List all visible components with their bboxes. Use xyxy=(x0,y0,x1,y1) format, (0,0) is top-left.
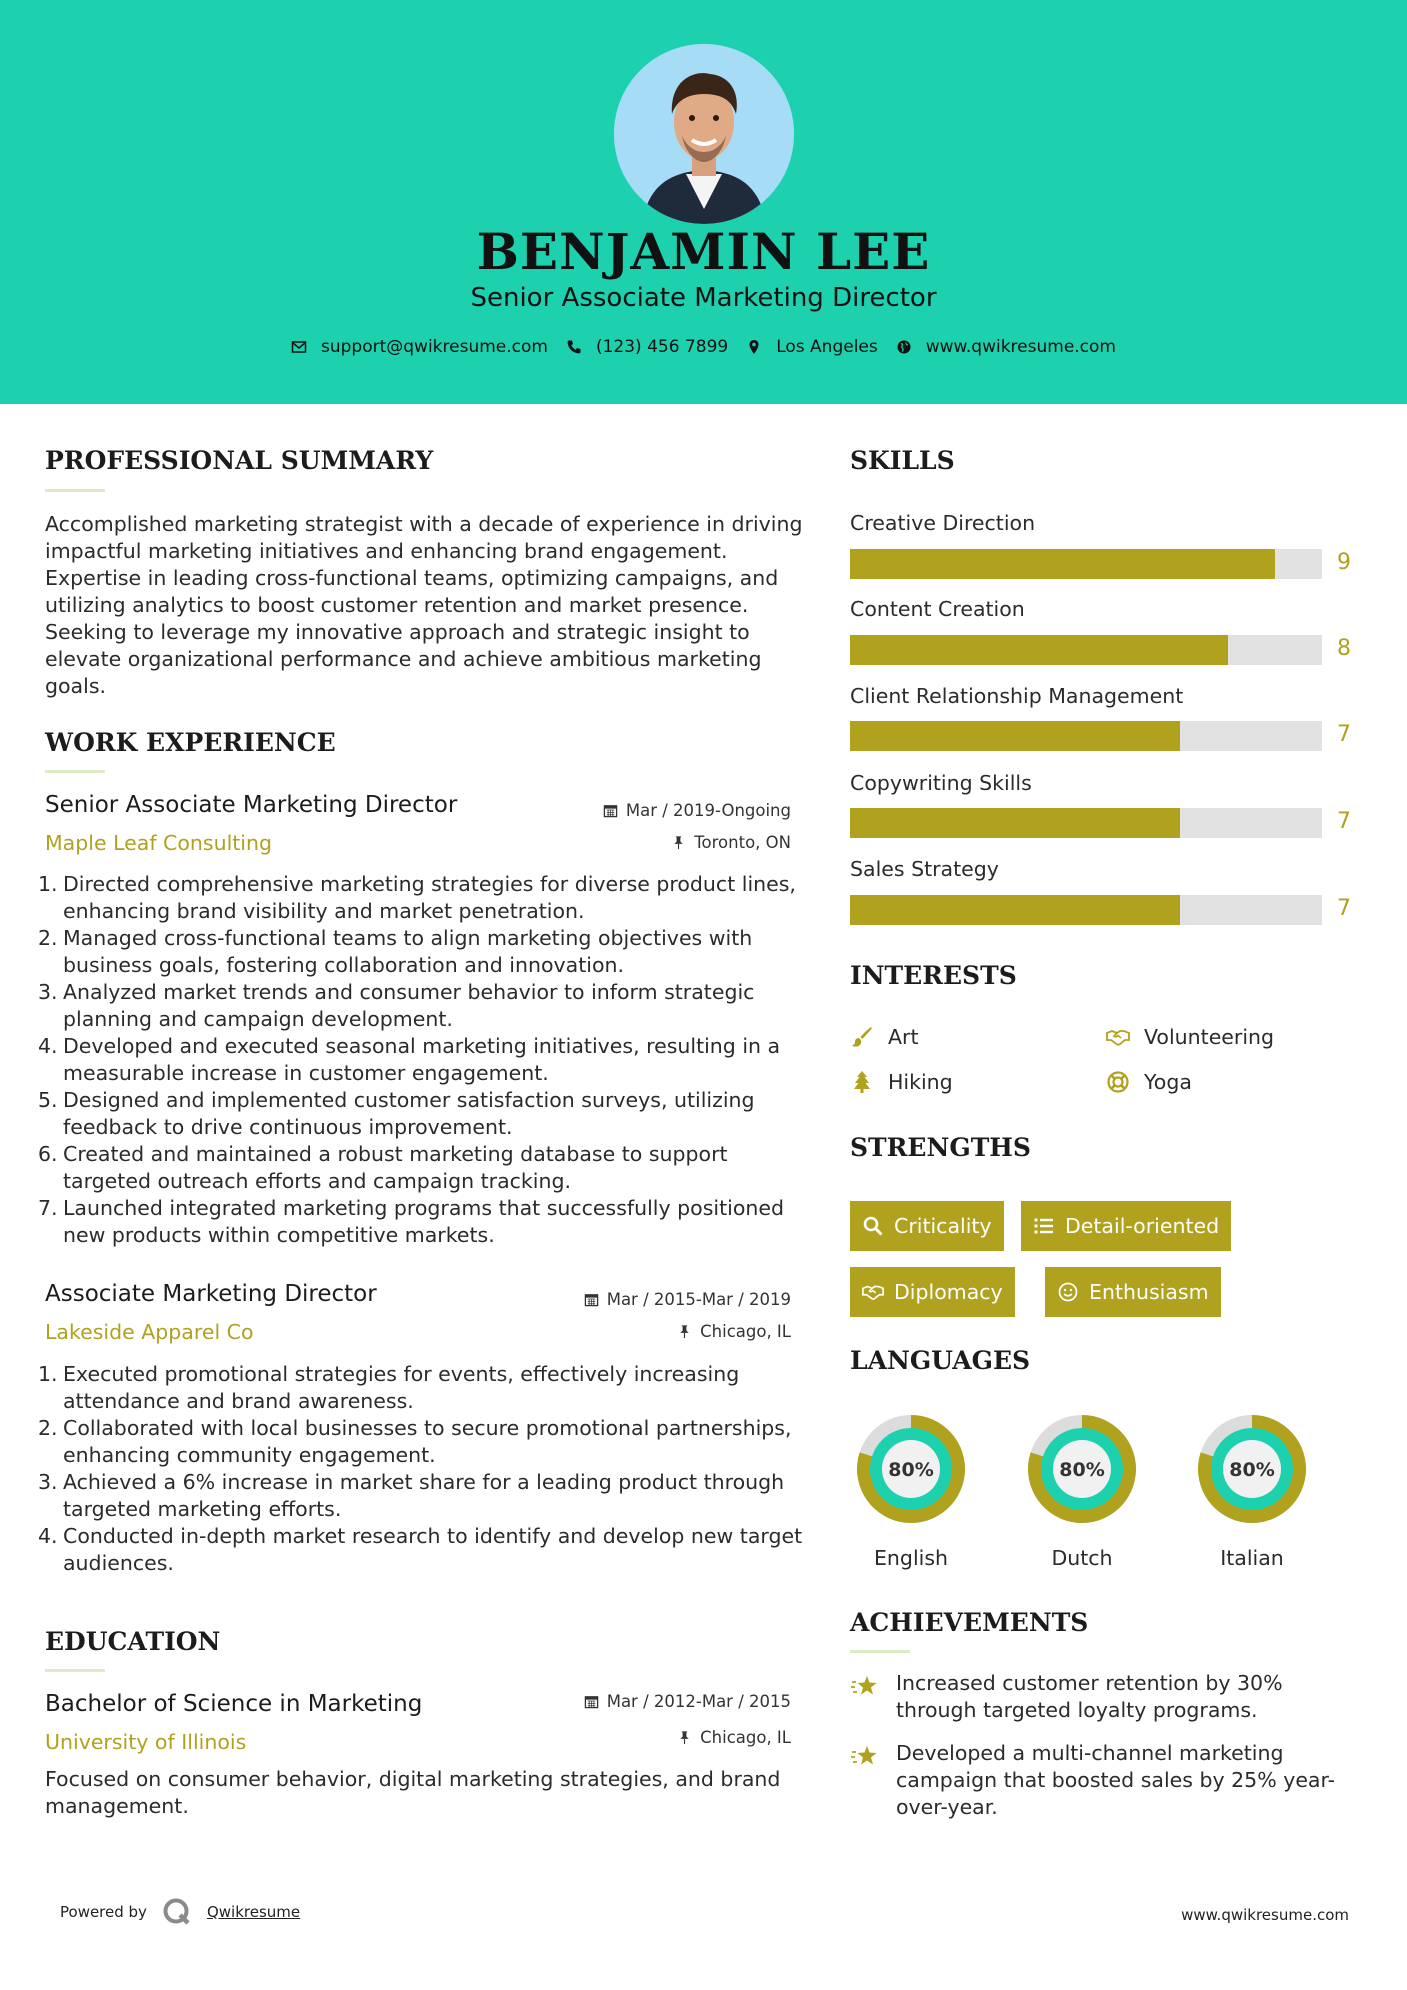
globe-icon xyxy=(896,339,912,355)
candidate-title: Senior Associate Marketing Director xyxy=(470,283,937,313)
strength-label: Enthusiasm xyxy=(1089,1280,1209,1304)
job-location xyxy=(671,833,791,852)
search-icon xyxy=(862,1215,884,1237)
summary-heading: PROFESSIONAL SUMMARY xyxy=(45,446,434,475)
avatar xyxy=(614,44,794,224)
interest-label: Volunteering xyxy=(1144,1025,1275,1049)
job-dates xyxy=(584,1290,791,1309)
avatar-portrait xyxy=(614,44,794,224)
language-percent: 80% xyxy=(1059,1459,1105,1481)
skill-label: Content Creation xyxy=(850,597,1025,621)
skill-bar-fill xyxy=(850,635,1228,665)
list-item: 5. Designed and implemented customer satisfaction surveys, utilizing feedback to drive continuous improvement. xyxy=(38,1088,755,1139)
experience-underline xyxy=(45,770,105,773)
calendar-icon xyxy=(603,803,618,818)
education-location-text: Chicago, IL xyxy=(700,1728,791,1747)
skill-value: 7 xyxy=(1337,722,1351,747)
footer-powered-by xyxy=(60,1896,300,1928)
language-gauge xyxy=(1021,1408,1143,1534)
envelope-icon xyxy=(291,339,307,355)
strength-label: Criticality xyxy=(894,1214,992,1238)
interest-item xyxy=(850,1070,953,1094)
education-dates xyxy=(584,1692,791,1711)
website-text: www.qwikresume.com xyxy=(925,337,1116,357)
job-duties-list xyxy=(38,871,805,1249)
list-item: 3. Achieved a 6% increase in market share for a leading product through targeted marketing efforts. xyxy=(38,1470,785,1521)
interest-label: Yoga xyxy=(1144,1070,1192,1094)
footer-website[interactable]: www.qwikresume.com xyxy=(1181,1906,1349,1924)
map-pin-icon xyxy=(746,339,762,355)
list-item: 6. Created and maintained a robust marketing database to support targeted outreach efforts and campaign tracking. xyxy=(38,1142,728,1193)
skill-label: Sales Strategy xyxy=(850,857,999,881)
strength-badge xyxy=(1021,1201,1231,1251)
list-item: 4. Developed and executed seasonal marketing initiatives, resulting in a measurable increase in customer engagement. xyxy=(38,1034,781,1085)
skill-bar-fill xyxy=(850,549,1275,579)
contact-phone[interactable] xyxy=(566,337,728,357)
interest-item xyxy=(1106,1025,1274,1049)
language-donut xyxy=(850,1408,972,1530)
list-icon xyxy=(1033,1215,1055,1237)
candidate-name: BENJAMIN LEE xyxy=(476,222,931,281)
star-award-icon xyxy=(850,1740,882,1772)
job-location-text: Chicago, IL xyxy=(700,1322,791,1341)
achievement-text: Developed a multi-channel marketing campaign that boosted sales by 25% year-over-year. xyxy=(896,1741,1336,1819)
education-dates-text: Mar / 2012-Mar / 2015 xyxy=(606,1692,791,1711)
contact-bar xyxy=(0,337,1407,357)
skill-value: 9 xyxy=(1337,550,1351,575)
job-dates-text: Mar / 2019-Ongoing xyxy=(625,801,791,820)
summary-text: Accomplished marketing strategist with a decade of experience in driving impactful marketing initiatives and enhancing brand engagement. Expertise in leading cross-functional teams, optimizing campaigns, and utilizing analytics to boost customer retention and market presence. Seeking to leverage my innovative approach and strategic insight to elevate organizational performance and achieve ambitious marketing goals. xyxy=(45,512,803,698)
education-location xyxy=(677,1728,791,1747)
list-item: 2. Collaborated with local businesses to secure promotional partnerships, enhancing community engagement. xyxy=(38,1416,792,1467)
education-description: Focused on consumer behavior, digital marketing strategies, and brand management. xyxy=(45,1767,781,1818)
list-item: 3. Analyzed market trends and consumer behavior to inform strategic planning and campaign development. xyxy=(38,980,755,1031)
list-item: 7. Launched integrated marketing programs that successfully positioned new products within competitive markets. xyxy=(38,1196,784,1247)
school-name: University of Illinois xyxy=(45,1730,247,1754)
skill-bar xyxy=(850,721,1322,751)
skill-bar-fill xyxy=(850,721,1180,751)
interest-item xyxy=(850,1025,919,1049)
job-company: Maple Leaf Consulting xyxy=(45,831,273,855)
achievement-item xyxy=(850,1670,1340,1724)
powered-by-text: Powered by xyxy=(60,1903,147,1921)
smile-icon xyxy=(1057,1281,1079,1303)
list-item: 1. Directed comprehensive marketing strategies for diverse product lines, enhancing brand visibility and market penetration. xyxy=(38,872,796,923)
job-title: Associate Marketing Director xyxy=(45,1281,377,1307)
skill-bar xyxy=(850,808,1322,838)
interest-label: Art xyxy=(888,1025,919,1049)
skill-value: 8 xyxy=(1337,636,1351,661)
job-duties-list xyxy=(38,1361,805,1577)
paintbrush-icon xyxy=(850,1025,874,1049)
job-dates-text: Mar / 2015-Mar / 2019 xyxy=(606,1290,791,1309)
language-donut xyxy=(1021,1408,1143,1530)
pushpin-icon xyxy=(677,1730,692,1745)
interest-item xyxy=(1106,1070,1192,1094)
skills-heading: SKILLS xyxy=(850,446,955,475)
achievements-heading: ACHIEVEMENTS xyxy=(850,1608,1089,1637)
skill-bar-fill xyxy=(850,808,1180,838)
job-location xyxy=(677,1322,791,1341)
handshake-icon xyxy=(862,1281,884,1303)
strength-label: Detail-oriented xyxy=(1065,1214,1220,1238)
education-underline xyxy=(45,1669,105,1672)
skill-label: Client Relationship Management xyxy=(850,684,1184,708)
list-item: 4. Conducted in-depth market research to identify and develop new target audiences. xyxy=(38,1524,803,1575)
skill-label: Creative Direction xyxy=(850,511,1036,535)
calendar-icon xyxy=(584,1694,599,1709)
skill-bar xyxy=(850,895,1322,925)
achievements-underline xyxy=(850,1650,910,1653)
job-dates xyxy=(603,801,791,820)
achievement-item xyxy=(850,1740,1340,1821)
star-award-icon xyxy=(850,1670,882,1702)
education-heading: EDUCATION xyxy=(45,1627,221,1656)
list-item: 2. Managed cross-functional teams to align marketing objectives with business goals, fostering collaboration and innovation. xyxy=(38,926,753,977)
language-percent: 80% xyxy=(888,1459,934,1481)
strength-badge xyxy=(850,1267,1015,1317)
list-item: 1. Executed promotional strategies for events, effectively increasing attendance and brand awareness. xyxy=(38,1362,740,1413)
language-gauge xyxy=(1191,1408,1313,1534)
skill-value: 7 xyxy=(1337,896,1351,921)
contact-website[interactable] xyxy=(896,337,1116,357)
job-location-text: Toronto, ON xyxy=(694,833,791,852)
job-company: Lakeside Apparel Co xyxy=(45,1320,254,1344)
calendar-icon xyxy=(584,1292,599,1307)
header-banner xyxy=(0,0,1407,404)
interests-heading: INTERESTS xyxy=(850,961,1017,990)
qwikresume-link[interactable]: Qwikresume xyxy=(206,1903,301,1921)
language-name: English xyxy=(873,1546,949,1570)
phone-text: (123) 456 7899 xyxy=(595,337,729,357)
pushpin-icon xyxy=(677,1324,692,1339)
experience-heading: WORK EXPERIENCE xyxy=(45,728,336,757)
contact-email[interactable] xyxy=(291,337,548,357)
achievement-text: Increased customer retention by 30% through targeted loyalty programs. xyxy=(896,1671,1283,1722)
pushpin-icon xyxy=(671,835,686,850)
strength-badge xyxy=(850,1201,1004,1251)
skill-bar xyxy=(850,635,1322,665)
interest-label: Hiking xyxy=(888,1070,953,1094)
degree-title: Bachelor of Science in Marketing xyxy=(45,1691,423,1717)
tree-icon xyxy=(850,1070,874,1094)
handshake-icon xyxy=(1106,1025,1130,1049)
email-text: support@qwikresume.com xyxy=(321,337,548,357)
skill-label: Copywriting Skills xyxy=(850,771,1032,795)
contact-location xyxy=(746,337,878,357)
qwikresume-logo-icon xyxy=(161,1896,193,1928)
job-title: Senior Associate Marketing Director xyxy=(45,792,458,818)
skill-bar xyxy=(850,549,1322,579)
strength-badge xyxy=(1045,1267,1221,1317)
lifebuoy-icon xyxy=(1106,1070,1130,1094)
strengths-heading: STRENGTHS xyxy=(850,1133,1031,1162)
summary-underline xyxy=(45,489,105,492)
skill-bar-fill xyxy=(850,895,1180,925)
strength-label: Diplomacy xyxy=(894,1280,1003,1304)
language-name: Dutch xyxy=(1051,1546,1113,1570)
language-percent: 80% xyxy=(1229,1459,1275,1481)
languages-heading: LANGUAGES xyxy=(850,1346,1031,1375)
language-donut xyxy=(1191,1408,1313,1530)
language-gauge xyxy=(850,1408,972,1534)
location-text: Los Angeles xyxy=(776,337,878,357)
phone-icon xyxy=(566,339,582,355)
language-name: Italian xyxy=(1220,1546,1284,1570)
skill-value: 7 xyxy=(1337,809,1351,834)
